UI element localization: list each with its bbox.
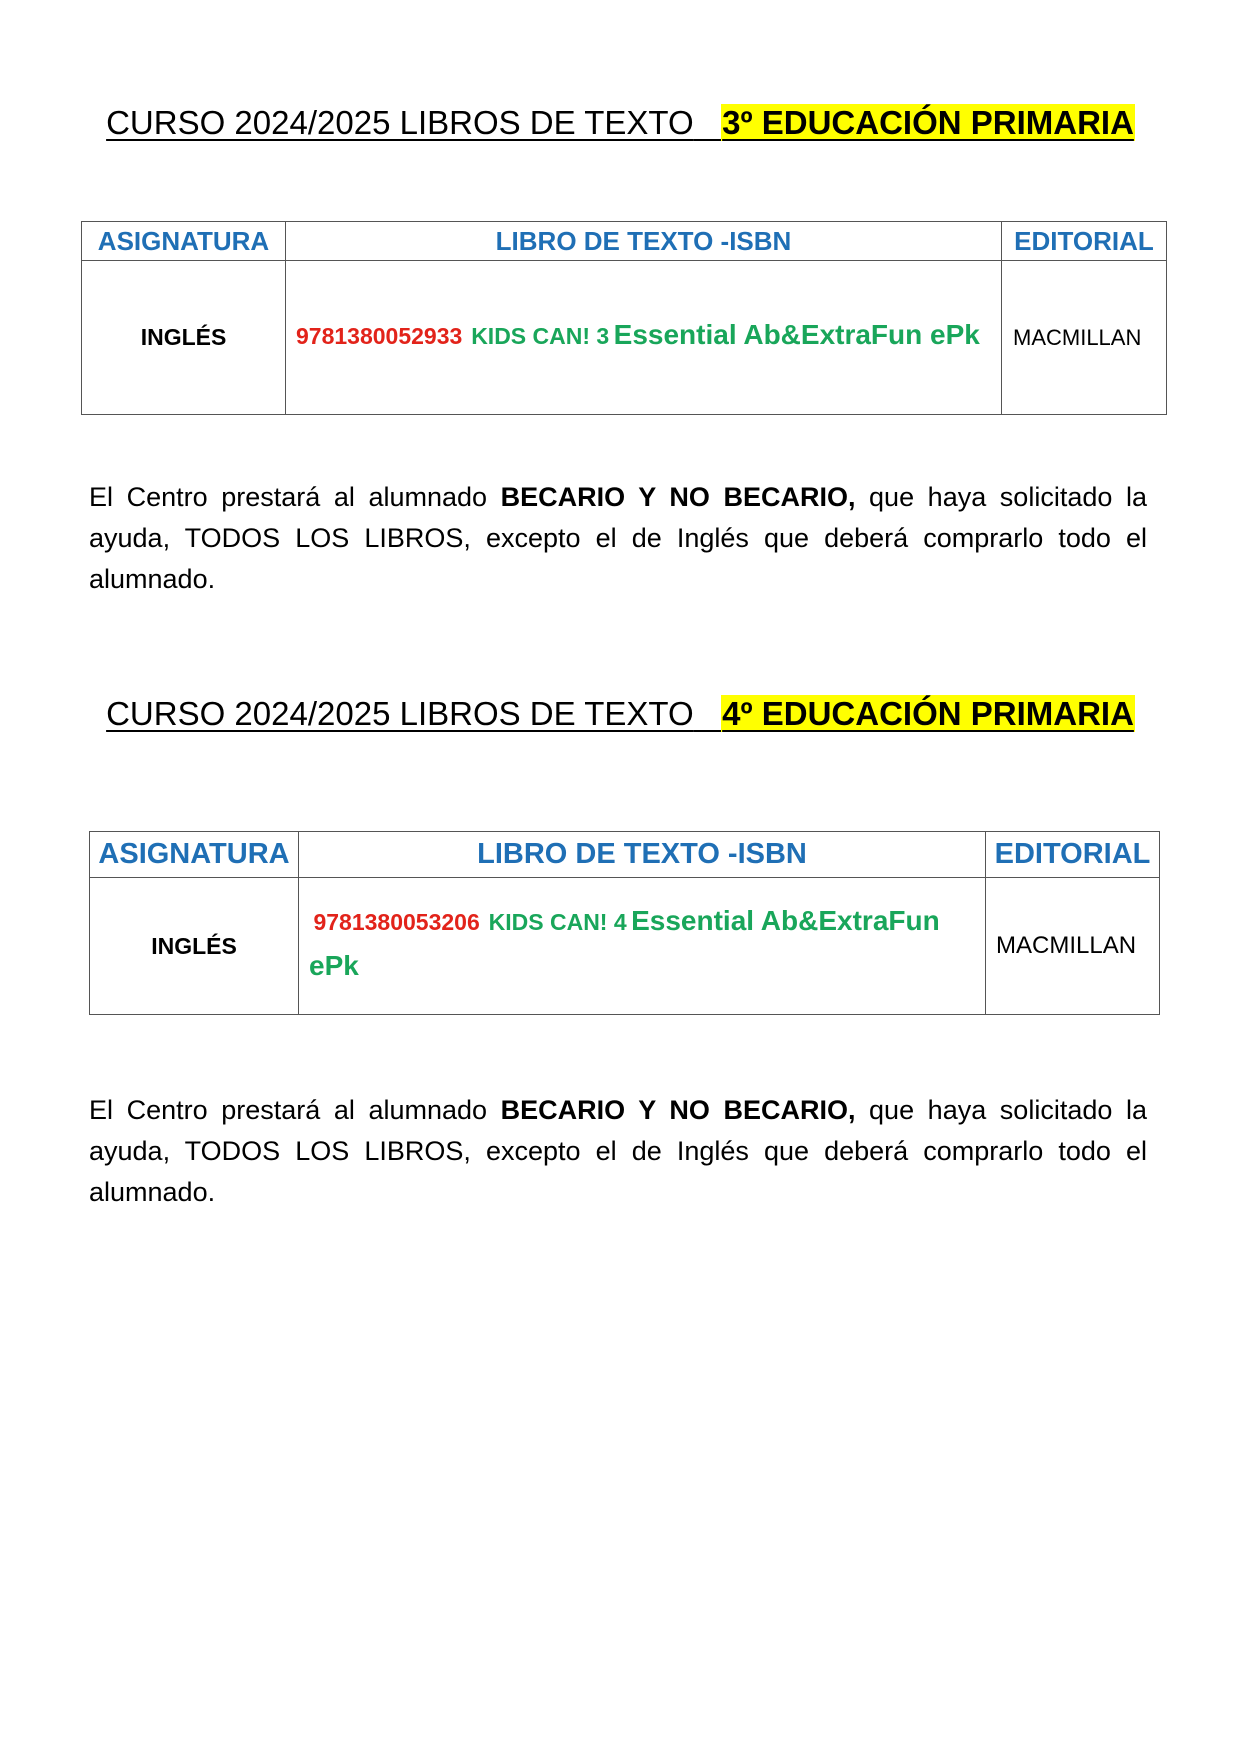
note-text-1: El Centro prestará al alumnado bbox=[89, 482, 501, 512]
book-cell bbox=[286, 261, 1002, 415]
books-table-4 bbox=[89, 831, 1160, 1015]
isbn: 9781380052933 bbox=[296, 323, 463, 349]
header-libro: LIBRO DE TEXTO -ISBN bbox=[299, 832, 986, 878]
header-editorial: EDITORIAL bbox=[1002, 222, 1167, 261]
header-editorial: EDITORIAL bbox=[986, 832, 1160, 878]
subject-cell: INGLÉS bbox=[90, 878, 299, 1015]
heading-prefix: CURSO 2024/2025 LIBROS DE TEXTO bbox=[106, 695, 694, 732]
book-title-edition: Essential Ab&ExtraFun ePk bbox=[309, 905, 940, 981]
publisher-cell: MACMILLAN bbox=[986, 878, 1160, 1015]
note-text-1: El Centro prestará al alumnado bbox=[89, 1095, 501, 1125]
section-4-heading bbox=[0, 695, 1241, 733]
book-title-edition: Essential Ab&ExtraFun ePk bbox=[613, 319, 980, 350]
heading-level-highlight: 3º EDUCACIÓN PRIMARIA bbox=[722, 104, 1134, 141]
header-asignatura: ASIGNATURA bbox=[82, 222, 286, 261]
isbn: 9781380053206 bbox=[313, 909, 480, 935]
book-title-series: KIDS CAN! 4 bbox=[488, 909, 627, 935]
book-cell bbox=[299, 878, 986, 1015]
note-text-2: que haya solicitado la ayuda, TODOS LOS LIBROS, excepto el de Inglés que deberá comprarlo todo el alumnado. bbox=[89, 1095, 1147, 1207]
header-libro: LIBRO DE TEXTO -ISBN bbox=[286, 222, 1002, 261]
section-4-note bbox=[89, 1090, 1147, 1213]
book-title-series: KIDS CAN! 3 bbox=[471, 323, 610, 349]
publisher-cell: MACMILLAN bbox=[1002, 261, 1167, 415]
table-header-row bbox=[82, 222, 1167, 261]
header-asignatura: ASIGNATURA bbox=[90, 832, 299, 878]
table-row bbox=[90, 878, 1160, 1015]
note-bold: BECARIO Y NO BECARIO, bbox=[500, 482, 856, 512]
heading-prefix: CURSO 2024/2025 LIBROS DE TEXTO bbox=[106, 104, 694, 141]
table-row bbox=[82, 261, 1167, 415]
books-table-3 bbox=[81, 221, 1167, 415]
note-text-2: que haya solicitado la ayuda, TODOS LOS LIBROS, excepto el de Inglés que deberá comprarlo todo el alumnado. bbox=[89, 482, 1147, 594]
note-bold: BECARIO Y NO BECARIO, bbox=[500, 1095, 856, 1125]
section-3-note bbox=[89, 477, 1147, 600]
table-header-row bbox=[90, 832, 1160, 878]
heading-level-highlight: 4º EDUCACIÓN PRIMARIA bbox=[722, 695, 1134, 732]
section-3-heading bbox=[0, 104, 1241, 142]
subject-cell: INGLÉS bbox=[82, 261, 286, 415]
